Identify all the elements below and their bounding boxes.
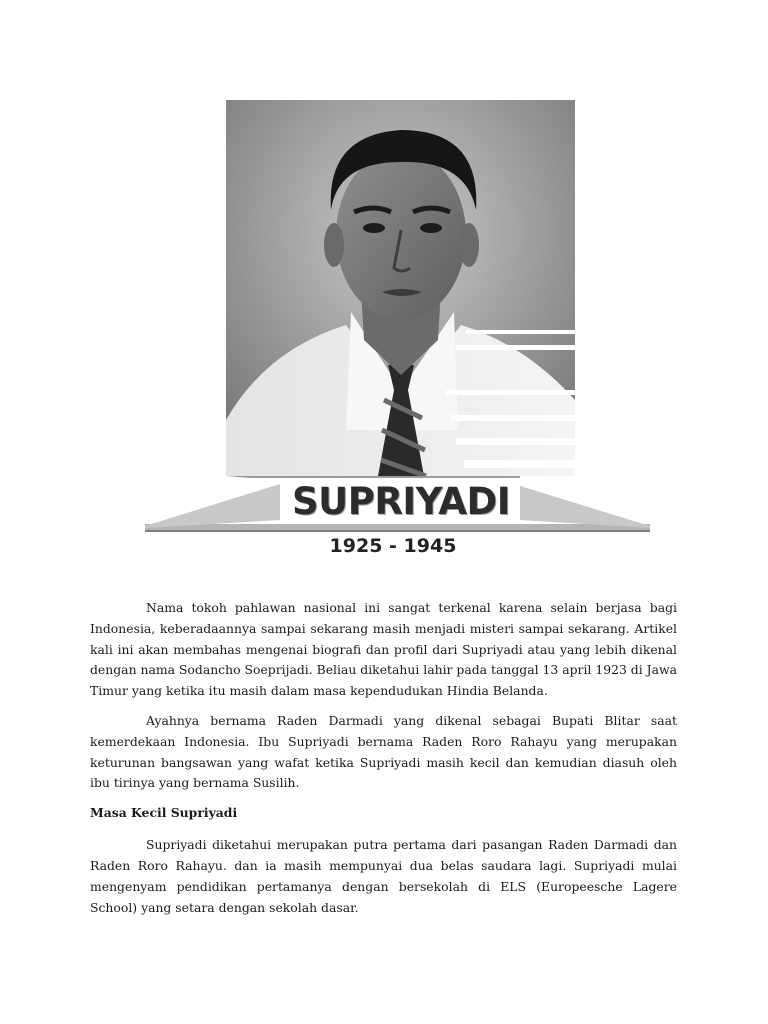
- portrait-photo: [226, 100, 575, 476]
- paragraph-parents: Ayahnya bernama Raden Darmadi yang dikenal sebagai Bupati Blitar saat kemerdekaan Indonesia. Ibu Supriyadi bernama Raden Roro Rahayu yang merupakan keturunan bangsawan yang wafat ketika Supriyadi masih kecil dan kemudian diasuh oleh ibu tirinya yang bernama Susilih.: [90, 712, 677, 791]
- article-body: [90, 598, 677, 927]
- hero-years: 1925 - 1945: [329, 535, 457, 557]
- paragraph-childhood: Supriyadi diketahui merupakan putra pertama dari pasangan Raden Darmadi dan Raden Roro Rahayu. dan ia masih mempunyai dua belas saudara lagi. Supriyadi mulai mengenyam pendidikan pertamanya dengan bersekolah di ELS (Europeesche Lagere School) yang setara dengan sekolah dasar.: [90, 837, 677, 915]
- hero-name: SUPRIYADI: [292, 480, 510, 523]
- paragraph-intro: Nama tokoh pahlawan nasional ini sangat terkenal karena selain berjasa bagi Indonesia, keberadaannya sampai sekarang masih menjadi misteri sampai sekarang. Artikel kali ini akan membahas mengenai biografi dan profil dari Supriyadi atau yang lebih dikenal dengan nama Sodancho Soeprijadi. Beliau diketahui lahir pada tanggal 13 april 1923 di Jawa Timur yang ketika itu masih dalam masa kependudukan Hindia Belanda.: [90, 600, 677, 699]
- portrait-illustration: [226, 100, 575, 476]
- section-heading: Masa Kecil Supriyadi: [90, 805, 238, 821]
